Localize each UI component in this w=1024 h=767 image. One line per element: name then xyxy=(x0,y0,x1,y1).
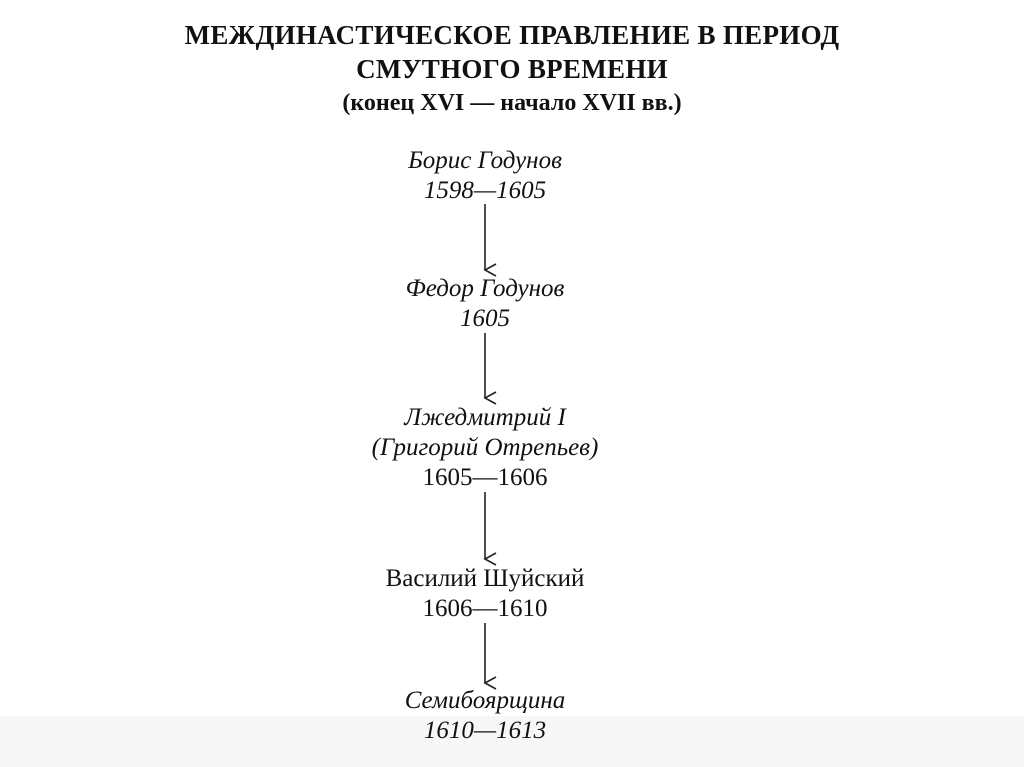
ruler-name: Борис Годунов xyxy=(408,147,562,174)
title-subtitle: (конец XVI — начало XVII вв.) xyxy=(342,90,682,116)
ruler-name: Семибоярщина xyxy=(404,687,566,714)
ruler-years: 1605—1606 xyxy=(422,464,548,491)
ruler-name: Василий Шуйский xyxy=(385,565,585,592)
ruler-years: 1606—1610 xyxy=(422,595,548,622)
title-line-1: МЕЖДИНАСТИЧЕСКОЕ ПРАВЛЕНИЕ В ПЕРИОД xyxy=(184,20,840,50)
ruler-years: 1610—1613 xyxy=(423,717,547,744)
ruler-years: 1598—1605 xyxy=(423,177,547,204)
ruler-name: Федор Годунов xyxy=(405,275,565,302)
ruler-name: Лжедмитрий I xyxy=(404,404,566,431)
ruler-years: 1605 xyxy=(460,305,510,332)
ruler-alias: (Григорий Отрепьев) xyxy=(371,434,599,461)
title-line-2: СМУТНОГО ВРЕМЕНИ xyxy=(356,54,668,84)
